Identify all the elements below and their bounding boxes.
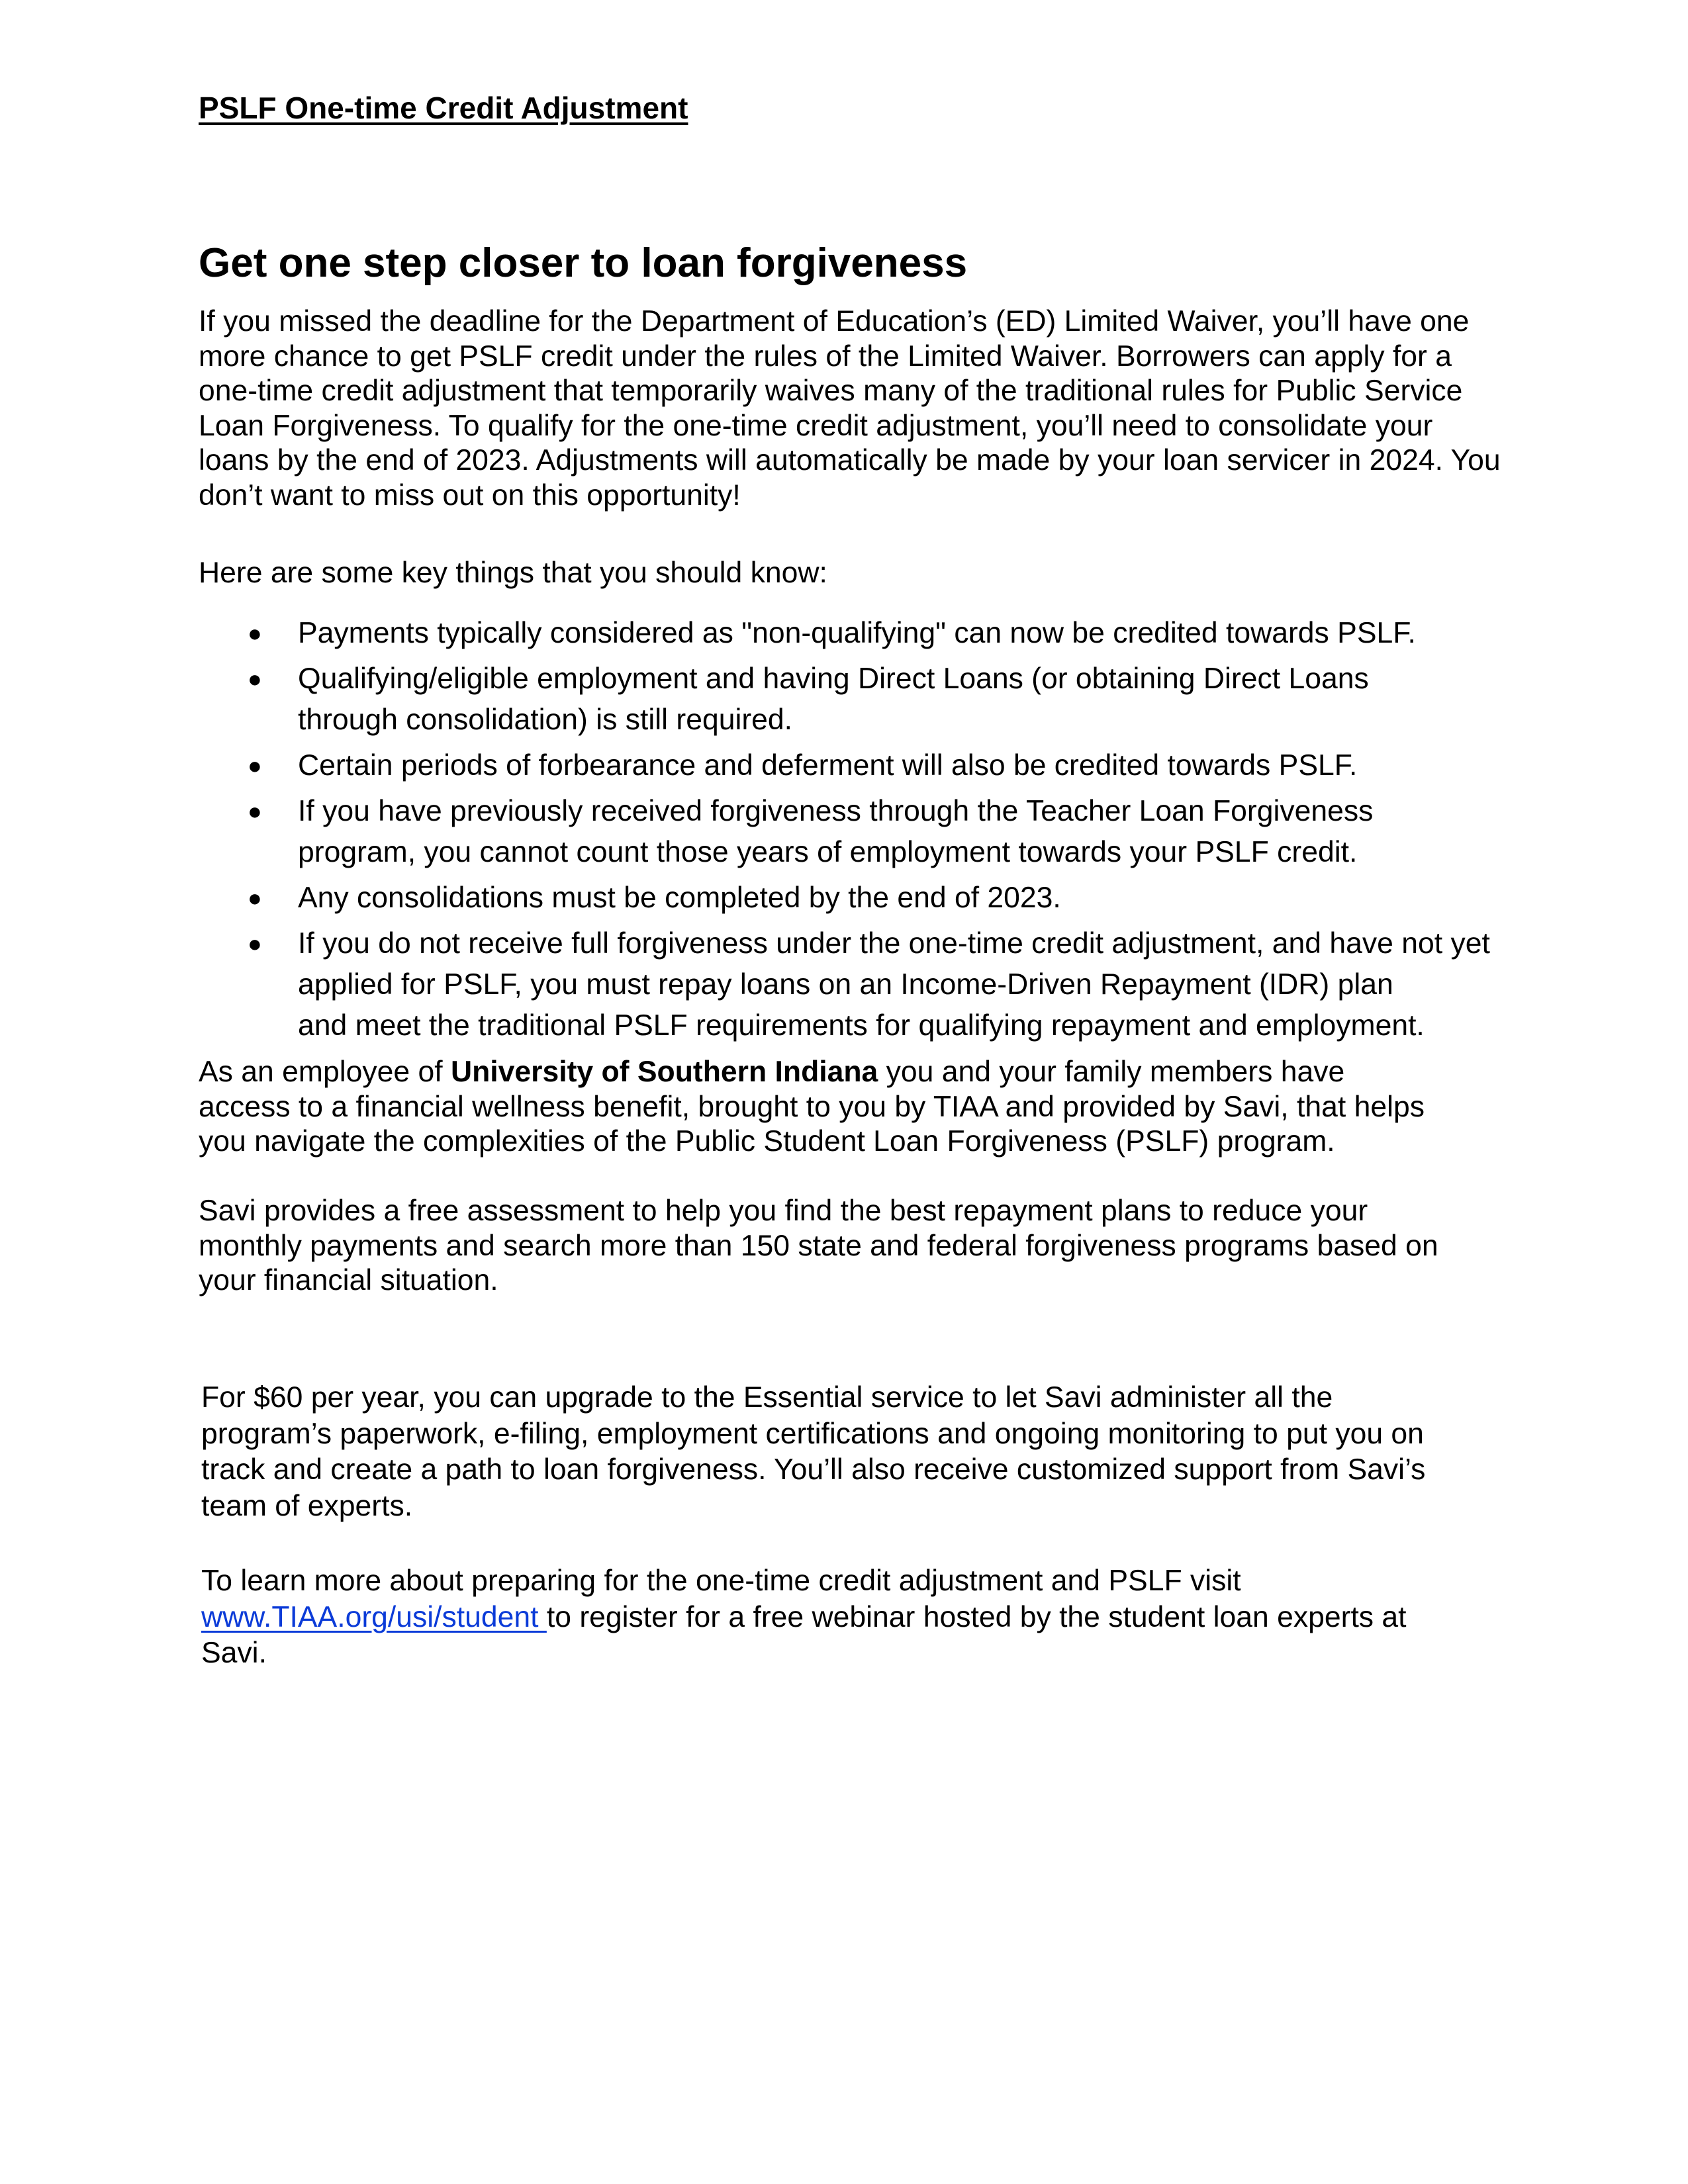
learn-more-paragraph <box>201 1563 1552 1672</box>
employee-benefit-paragraph <box>199 1055 1549 1160</box>
bullet-icon: ● <box>248 665 262 692</box>
intro-line: more chance to get PSLF credit under the rules of the Limited Waiver. Borrowers can apply for a <box>199 340 1452 373</box>
key-things-list <box>199 613 1549 1051</box>
list-item <box>199 659 1549 741</box>
list-item-line: Certain periods of forbearance and deferment will also be credited towards PSLF. <box>298 749 1358 782</box>
key-things-intro: Here are some key things that you should know: <box>199 557 827 589</box>
list-item-line: applied for PSLF, you must repay loans on an Income-Driven Repayment (IDR) plan <box>298 968 1393 1001</box>
employee-prefix: As an employee of <box>199 1056 451 1088</box>
savi-line: your financial situation. <box>199 1264 498 1297</box>
list-item-line: Payments typically considered as "non-qualifying" can now be credited towards PSLF. <box>298 617 1416 649</box>
list-item-line: Any consolidations must be completed by the end of 2023. <box>298 882 1061 914</box>
intro-line: Loan Forgiveness. To qualify for the one-time credit adjustment, you’ll need to consolidate your <box>199 409 1433 442</box>
employee-line: access to a financial wellness benefit, brought to you by TIAA and provided by Savi, that helps <box>199 1090 1425 1123</box>
learn-more-line <box>201 1600 1552 1636</box>
list-item-line: program, you cannot count those years of employment towards your PSLF credit. <box>298 836 1358 868</box>
upgrade-line: program’s paperwork, e-filing, employment certifications and ongoing monitoring to put you on <box>201 1417 1424 1450</box>
list-item-line: Qualifying/eligible employment and having Direct Loans (or obtaining Direct Loans <box>298 662 1369 695</box>
list-item-line: and meet the traditional PSLF requirements for qualifying repayment and employment. <box>298 1009 1425 1042</box>
learn-more-line: To learn more about preparing for the one-time credit adjustment and PSLF visit <box>201 1565 1241 1597</box>
employee-line: you navigate the complexities of the Public Student Loan Forgiveness (PSLF) program. <box>199 1125 1335 1158</box>
upgrade-paragraph <box>201 1380 1552 1524</box>
learn-more-line: Savi. <box>201 1637 267 1669</box>
list-item <box>199 613 1549 654</box>
list-item <box>199 745 1549 786</box>
bullet-icon: ● <box>248 884 262 911</box>
bullet-icon: ● <box>248 619 262 647</box>
intro-line: If you missed the deadline for the Department of Education’s (ED) Limited Waiver, you’ll have one <box>199 305 1470 338</box>
intro-paragraph <box>199 304 1549 513</box>
list-item <box>199 923 1549 1046</box>
tiaa-student-link[interactable]: www.TIAA.org/usi/student <box>201 1600 547 1633</box>
savi-line: monthly payments and search more than 150 state and federal forgiveness programs based on <box>199 1229 1438 1262</box>
intro-line: loans by the end of 2023. Adjustments will automatically be made by your loan servicer in 2024. You <box>199 444 1501 477</box>
list-item <box>199 791 1549 873</box>
employee-line1-suffix: you and your family members have <box>878 1056 1345 1088</box>
list-item <box>199 878 1549 919</box>
intro-line: one-time credit adjustment that temporarily waives many of the traditional rules for Public Service <box>199 375 1463 407</box>
list-item-line: If you have previously received forgiveness through the Teacher Loan Forgiveness <box>298 795 1374 827</box>
upgrade-line: track and create a path to loan forgiveness. You’ll also receive customized support from Savi’s <box>201 1453 1426 1486</box>
list-item-line: If you do not receive full forgiveness under the one-time credit adjustment, and have not yet <box>298 927 1490 960</box>
savi-line: Savi provides a free assessment to help you find the best repayment plans to reduce your <box>199 1195 1368 1227</box>
learn-more-line2-suffix: to register for a free webinar hosted by the student loan experts at <box>546 1600 1407 1633</box>
employee-line <box>199 1055 1549 1090</box>
intro-line: don’t want to miss out on this opportunity! <box>199 478 741 512</box>
list-item-line: through consolidation) is still required. <box>298 704 793 736</box>
page-title: Get one step closer to loan forgiveness <box>199 240 968 286</box>
savi-assessment-paragraph <box>199 1194 1549 1298</box>
employer-name: University of Southern Indiana <box>450 1056 878 1088</box>
bullet-icon: ● <box>248 752 262 779</box>
upgrade-line: For $60 per year, you can upgrade to the Essential service to let Savi administer all the <box>201 1381 1333 1414</box>
upgrade-line: team of experts. <box>201 1489 413 1522</box>
document-label: PSLF One-time Credit Adjustment <box>199 91 688 125</box>
bullet-icon: ● <box>248 930 262 957</box>
bullet-icon: ● <box>248 797 262 825</box>
